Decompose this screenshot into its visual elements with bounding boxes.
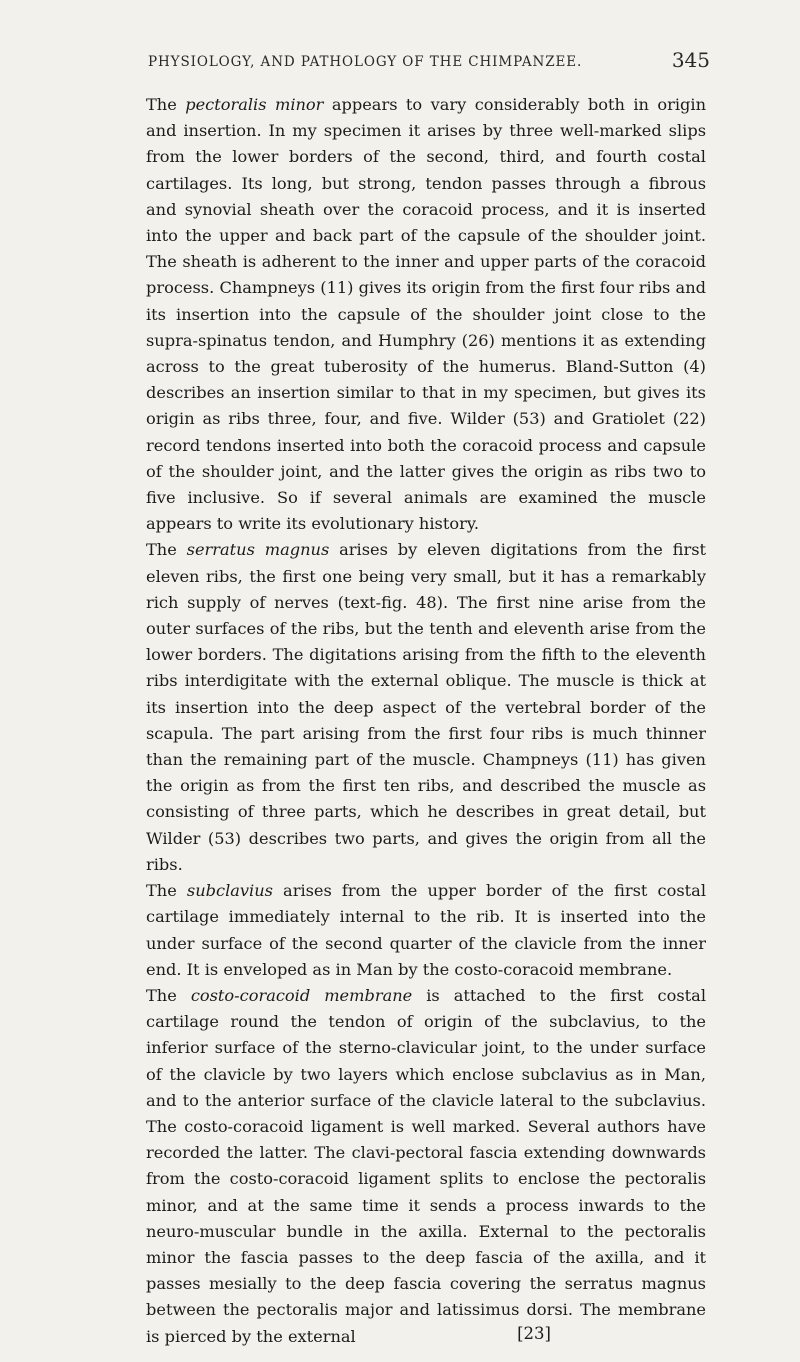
- muscle-term: costo-coracoid membrane: [190, 985, 413, 1005]
- paragraph-body: is attached to the first costal cartilage round the tendon of origin of the subclavius, to the inferior surface of the sterno-clavicular joint, to the under surface of the clavicle by two layers which enclose subclavius as in Man, and to the anterior surface of the clavicle lateral to the subclavius. The costo-coracoid ligament is well marked. Several authors have recorded the latter. The clavi-pectoral fascia extending downwards from the costo-coracoid ligament splits to enclose the pectoralis minor, and at the same time it sends a process inwards to the neuro-muscular bundle in the axilla. External to the pectoralis minor the fascia passes to the deep fascia of the axilla, and it passes mesially to the deep fascia covering the serratus magnus between the pectoralis major and latissimus dorsi. The membrane is pierced by the external: [146, 985, 706, 1346]
- paragraph-subclavius: [146, 878, 706, 983]
- paragraph-lead: The: [146, 881, 187, 901]
- running-title: PHYSIOLOGY, AND PATHOLOGY OF THE CHIMPANZEE.: [148, 54, 583, 70]
- paragraph-lead: The: [146, 540, 187, 560]
- paragraph-pectoralis-minor: [146, 92, 706, 537]
- muscle-term: pectoralis minor: [185, 95, 324, 114]
- paragraph-body: arises by eleven digitations from the first eleven ribs, the first one being very small, but it has a remarkably rich supply of nerves (text-fig. 48). The first nine arise from the outer surfaces of the ribs, but the tenth and eleventh arise from the lower borders. The digitations arising from the fifth to the eleventh ribs interdigitate with the external oblique. The muscle is thick at its insertion into the deep aspect of the vertebral border of the scapula. The part arising from the first four ribs is much thinner than the remaining part of the muscle. Champneys (11) has given the origin as from the first ten ribs, and described the muscle as consisting of three parts, which he describes in great detail, but Wilder (53) describes two parts, and gives the origin from all the ribs.: [146, 540, 707, 874]
- page-number: 345: [671, 48, 710, 72]
- paragraph-lead: The: [146, 95, 186, 114]
- paragraph-lead: The: [146, 985, 191, 1005]
- muscle-term: subclavius: [186, 881, 273, 901]
- paragraph-body: arises from the upper border of the first costal cartilage immediately internal to the rib. It is inserted into the under surface of the second quarter of the clavicle from the inner end. It is enveloped as in Man by the costo-coracoid membrane.: [146, 881, 706, 979]
- signature-mark: [23]: [517, 1324, 551, 1343]
- muscle-term: serratus magnus: [186, 540, 330, 560]
- body-text: [146, 92, 706, 1350]
- paragraph-costo-coracoid-membrane: [146, 983, 706, 1350]
- paragraph-serratus-magnus: [146, 537, 706, 878]
- paragraph-body: appears to vary considerably both in origin and insertion. In my specimen it arises by three well-marked slips from the lower borders of the second, third, and fourth costal cartilages. Its long, but strong, tendon passes through a fibrous and synovial sheath over the coracoid process, and it is inserted into the upper and back part of the capsule of the shoulder joint. The sheath is adherent to the inner and upper parts of the coracoid process. Champneys (11) gives its origin from the first four ribs and its insertion into the capsule of the shoulder joint close to the supra-spinatus tendon, and Humphry (26) mentions it as extending across to the great tuberosity of the humerus. Bland-Sutton (4) describes an insertion similar to that in my specimen, but gives its origin as ribs three, four, and five. Wilder (53) and Gratiolet (22) record tendons inserted into both the coracoid process and capsule of the shoulder joint, and the latter gives the origin as ribs two to five inclusive. So if several animals are examined the muscle appears to write its evolutionary history.: [146, 95, 707, 534]
